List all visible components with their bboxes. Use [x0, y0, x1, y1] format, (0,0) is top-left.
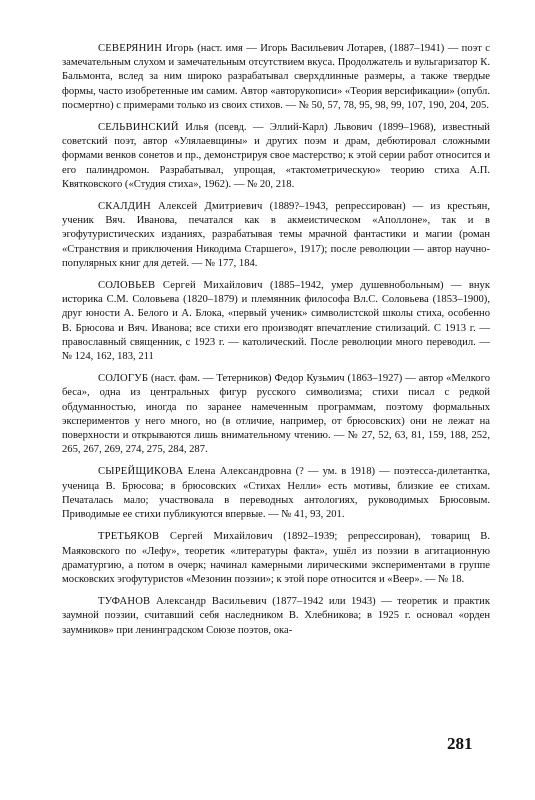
entry-text: (наст. фам. — Тетерников) Федор Кузьмич (1863–1927) — автор «Мелкого беса», одна из центральных фигур русского символизма; стихи писал с редкой обдуманностью, иногда по заранее намеченным программам, поэтому формальных экспериментов у него много, но (в отличие, например, от брюсовских) они не лежат на поверхности и открываются лишь внимательному чтению. — № 27, 52, 63, 81, 159, 188, 252, 265, 267, 269, 274, 275, 284, 287.: [62, 373, 490, 456]
entry-skaldin: [62, 200, 490, 271]
entry-text: (псевд. — Эллий-Карл) Львович (1899–1968), известный советский поэт, автор «Улялаевщины» и других поэм и драм, дебютировал сложными формами венков сонетов и пр., демонстрируя свое мастерство; к этой серии работ относится и его палиндромон. Разрабатывал, упрощая, «тактометрическую» теорию стиха А.П. Квятковского («Студия стиха», 1962). — № 20, 218.: [62, 122, 490, 190]
entry-text: (1877–1942 или 1943) — теоретик и практик заумной поэзии, считавший себя наследником В. Хлебникова; в 1925 г. основал «орден заумников» при ленинградском Союзе поэтов, ока-: [62, 596, 490, 636]
entry-name: СОЛОГУБ: [98, 373, 149, 385]
entry-text: (1889?–1943, репрессирован) — из крестьян, ученик Вяч. Иванова, печатался как в акмеистическом «Аполлоне», так и в эгофутуристических изданиях, разрабатывая темы мрачной фантастики и магии (роман «Странствия и приключения Никодима Старшего», 1917); после революции — автор научно-популярных книг для детей. — № 177, 184.: [62, 201, 490, 269]
entry-tufanov: [62, 595, 490, 638]
entry-name: СЕВЕРЯНИН Игорь: [98, 43, 194, 54]
entry-name: ТУФАНОВ Александр Васильевич: [98, 596, 267, 608]
entry-name: СОЛОВЬЕВ Сергей Михайлович: [98, 280, 263, 292]
page-number: 281: [447, 734, 473, 753]
entry-sologub: [62, 372, 490, 457]
entry-tretyakov: [62, 530, 490, 587]
entry-name: СКАЛДИН Алексей Дмитриевич: [98, 201, 263, 213]
entry-name: ТРЕТЬЯКОВ Сергей Михайлович: [98, 531, 273, 543]
entry-soloviev: [62, 279, 490, 364]
entry-syreyshchikova: [62, 465, 490, 522]
entry-name: СЕЛЬВИНСКИЙ Илья: [98, 122, 209, 134]
entry-selvinsky: [62, 121, 490, 192]
page-content: [62, 42, 490, 646]
entry-text: (1885–1942, умер душевнобольным) — внук историка С.М. Соловьева (1820–1879) и племянник философа Вл.С. Соловьева (1853–1900), друг юности А. Белого и А. Блока, «первый ученик» символистской школы стиха, особенно В. Брюсова и Вяч. Иванова; все стихи его производят впечатление стилизаций. С 1913 г. — православный священник, с 1923 г. — католический. После революции много переводил. — № 124, 162, 183, 211: [62, 280, 490, 363]
entry-text: (? — ум. в 1918) — поэтесса-дилетантка, ученица В. Брюсова; в брюсовских «Стихах Нелли» есть мотивы, близкие ее стихам. Печаталась мало; участвовала в переводных антологиях, руководимых Брюсовым. Приводимые ее стихи публикуются впервые. — № 41, 93, 201.: [62, 466, 490, 521]
entry-text: (наст. имя — Игорь Васильевич Лотарев, (1887–1941) — поэт с замечательным слухом и замечательным отсутствием вкуса. Продолжатель и вульгаризатор К. Бальмонта, вслед за ним широко разрабатывал сверхдлинные размеры, а также твердые формы, часто изобретенные им самим. Автор «авторукописи» «Теория версификации» (опубл. посмертно) с примерами только из своих стихов. — № 50, 57, 78, 95, 98, 99, 107, 190, 204, 205.: [62, 43, 490, 111]
entry-severyanin: [62, 42, 490, 113]
entry-text: (1892–1939; репрессирован), товарищ В. Маяковского по «Лефу», теоретик «литературы факта», ушёл из поэзии в агитационную драматургию, а потом в очерк; начинал камерными лирическими экспериментами в группе московских эгофутуристов «Мезонин поэзии»; к этой поре относится и «Веер». — № 18.: [62, 531, 491, 585]
entry-name: СЫРЕЙЩИКОВА Елена Александровна: [98, 466, 292, 478]
